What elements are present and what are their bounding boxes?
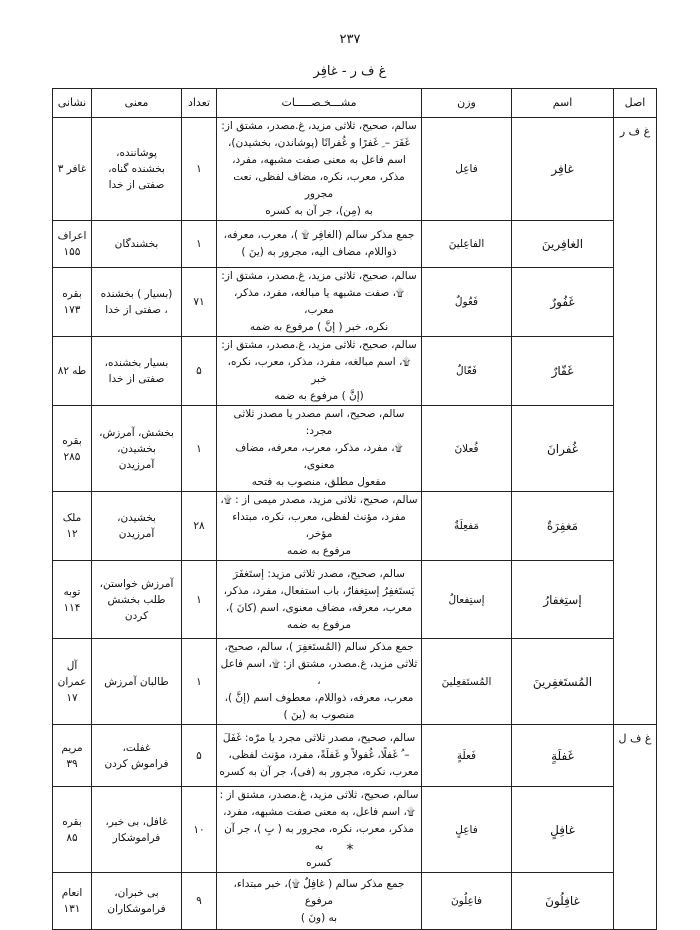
specs-line: مفعول مطلق، منصوب به فتحه <box>251 476 387 488</box>
wazn-cell: فاعِلُونَ <box>422 873 512 930</box>
meaning-cell <box>92 725 182 787</box>
specs-line: کسره <box>306 857 332 869</box>
ism-cell: المُستَغفِرینَ <box>512 639 614 725</box>
word-analysis-table <box>52 88 657 930</box>
meaning-line: آمرزش خواستن، <box>99 577 174 590</box>
wazn-cell: إستِفعالُ <box>422 561 512 639</box>
count-cell: ۱ <box>182 639 217 725</box>
ref-cell <box>53 873 92 930</box>
root-cell: غ ف ر <box>614 118 657 725</box>
specs-line: منصوب به (ینَ ) <box>283 709 355 721</box>
wazn-cell: فَعلَةٍ <box>422 725 512 787</box>
specs-cell <box>217 337 422 406</box>
specs-line: ۩، مفرد، مذکر، معرب، معرفه، مضاف معنوی، <box>235 442 403 471</box>
count-cell: ۱ <box>182 118 217 221</box>
meaning-line: بخشنده گناه، <box>108 163 165 175</box>
meaning-line: بخشندگان <box>114 238 159 250</box>
ref-line: ملک <box>62 512 82 524</box>
ref-cell <box>53 787 92 873</box>
meaning-line: بخشیدن، <box>117 512 156 524</box>
ref-line: بقره <box>62 288 82 300</box>
meaning-line: ، صفتی از خدا <box>105 304 168 316</box>
ref-cell <box>53 639 92 725</box>
ref-line: غافر ۳ <box>57 163 87 175</box>
specs-line: اسم فاعل به معنی صفت مشبهه، مفرد، <box>232 154 406 166</box>
ref-line: بقره <box>62 434 82 447</box>
meaning-cell <box>92 873 182 930</box>
specs-line: معرب، معرفه، ذواللام، معطوف اسم (إنَّ )، <box>224 692 414 704</box>
table-header-row <box>53 89 657 118</box>
header-wazn: وزن <box>422 89 512 118</box>
meaning-cell <box>92 337 182 406</box>
specs-line: جمع مذکر سالم (المُستَغفِرَ )، سالم، صحیح، <box>224 641 414 653</box>
header-meaning: معنی <box>92 89 182 118</box>
ref-cell <box>53 118 92 221</box>
specs-cell <box>217 639 422 725</box>
wazn-cell: فَعُولٌ <box>422 268 512 337</box>
specs-line: سالم، صحیح، ثلاثی مزید، مصدر میمی از : ۩، <box>220 494 418 506</box>
meaning-cell <box>92 787 182 873</box>
meaning-line: صفتی از خدا <box>108 179 165 191</box>
ref-line: اعراف <box>57 230 87 242</box>
specs-line: جمع مذکر سالم (الغافِر ۩ )، معرب، معرفه، <box>223 229 415 241</box>
table-row <box>53 406 657 492</box>
header-asl: اصل <box>614 89 657 118</box>
meaning-line: بخشش، آمرزش، <box>99 426 174 439</box>
meaning-line: صفتی از خدا <box>108 373 165 385</box>
specs-line: (إنَّ ) مرفوع به ضمه <box>274 390 364 402</box>
ref-line: ۲۸۵ <box>63 450 81 463</box>
meaning-line: بخشیدن، <box>117 442 156 455</box>
table-row <box>53 725 657 787</box>
specs-line: به (مِن)، جر آن به کسره <box>265 205 373 217</box>
ref-cell <box>53 561 92 639</box>
ref-line: ۱۷۳ <box>63 304 81 316</box>
specs-cell <box>217 725 422 787</box>
header-specs: مشـــخـصـــــات <box>217 89 422 118</box>
table-row <box>53 221 657 268</box>
specs-cell <box>217 406 422 492</box>
table-row <box>53 639 657 725</box>
ism-cell: غافِر <box>512 118 614 221</box>
specs-line: مذکر، معرب، نکره، مضاف لفظی، نعت مجرور <box>233 171 405 200</box>
meaning-line: فراموشکاران <box>107 903 166 915</box>
count-cell: ۱ <box>182 221 217 268</box>
ref-line: ۱۲ <box>66 528 78 540</box>
specs-line: به (ونَ ) <box>300 911 338 924</box>
meaning-line: طلب بخشش <box>107 593 166 606</box>
specs-line: ۩، اسم مبالغه، مفرد، مذکر، معرب، نکره، خبر <box>227 356 411 385</box>
table-row <box>53 337 657 406</box>
wazn-cell: المُستَفعِلینَ <box>422 639 512 725</box>
page-title: غ ف ر - غافِر <box>313 64 387 79</box>
meaning-cell <box>92 221 182 268</box>
meaning-line: بی خبران، <box>114 887 159 899</box>
specs-line: سالم، صحیح، ثلاثی مزید، غ.مصدر، مشتق از: <box>221 270 417 282</box>
specs-line: معرب، نکره، مجرور به (فی)، جر آن به کسره <box>219 766 419 778</box>
footer-mark: * <box>346 842 354 858</box>
meaning-line: فراموش کردن <box>104 757 169 770</box>
ism-cell: غافِلٍ <box>512 787 614 873</box>
meaning-line: (بسیار ) بخشنده <box>100 288 173 300</box>
ism-cell: غَفُورٌ <box>512 268 614 337</box>
specs-line: مفرد، مؤنث لفظی، معرب، نکره، مبتداء مؤخر، <box>232 511 406 540</box>
ref-line: ۳۹ <box>66 757 78 770</box>
meaning-line: بسیار بخشنده، <box>104 357 169 369</box>
specs-line: ثلاثی مزید، غ.مصدر، مشتق از: ۩، اسم فاعل ، <box>220 658 418 687</box>
ism-cell: غَفّارٌ <box>512 337 614 406</box>
table-row <box>53 787 657 873</box>
wazn-cell: فُعلانَ <box>422 406 512 492</box>
ism-cell: غُفرانَ <box>512 406 614 492</box>
header-count: تعداد <box>182 89 217 118</box>
specs-cell <box>217 268 422 337</box>
table-row <box>53 492 657 561</box>
specs-cell <box>217 221 422 268</box>
count-cell: ۱ <box>182 561 217 639</box>
ref-line: توبه <box>63 585 81 598</box>
ism-cell: الغافِرینَ <box>512 221 614 268</box>
ism-cell: غَفلَةٍ <box>512 725 614 787</box>
ref-line: ۱۳۱ <box>63 903 81 915</box>
specs-line: سالم، صحیح، مصدر ثلاثی مجرد یا مرّه: غَفَلَ <box>222 732 416 744</box>
specs-line: معرب، معرفه، مضاف معنوی، اسم (کانَ )، <box>225 601 413 614</box>
specs-cell <box>217 492 422 561</box>
table-row <box>53 561 657 639</box>
meaning-cell <box>92 561 182 639</box>
meaning-line: آمرزیدن <box>118 458 155 471</box>
specs-cell <box>217 561 422 639</box>
ref-cell <box>53 406 92 492</box>
ref-line: آل عمران <box>57 659 87 688</box>
count-cell: ۱ <box>182 406 217 492</box>
specs-line: مرفوع به ضمه <box>287 618 351 631</box>
meaning-line: غفلت، <box>122 741 151 754</box>
meaning-line: فراموشکار <box>112 831 161 844</box>
count-cell: ۱۰ <box>182 787 217 873</box>
wazn-cell: الفاعِلینَ <box>422 221 512 268</box>
ref-cell <box>53 725 92 787</box>
meaning-line: کردن <box>124 609 149 622</box>
ref-cell <box>53 221 92 268</box>
specs-line: ۩، اسم فاعل، به معنی صفت مشبهه، مفرد، <box>223 806 415 818</box>
ref-line: ۱۵۵ <box>63 246 81 258</box>
meaning-line: طالبان آمرزش <box>104 675 169 688</box>
header-ism: اسم <box>512 89 614 118</box>
specs-line: سالم، صحیح، ثلاثی مزید، غ.مصدر، مشتق از: <box>221 339 417 351</box>
specs-line: مذکر، معرب، نکره، مجرور به ( بِ )، جر آن به <box>224 823 414 852</box>
specs-line: سالم، صحیح، ثلاثی مزید، غ.مصدر، مشتق از : <box>219 789 419 801</box>
specs-line: ذواللام، مضاف الیه، مجرور به (ینَ ) <box>241 246 397 258</box>
ism-cell: مَغفِرَةٌ <box>512 492 614 561</box>
specs-cell <box>217 118 422 221</box>
wazn-cell: فاعِل <box>422 118 512 221</box>
wazn-cell: فاعِلٍ <box>422 787 512 873</box>
ref-line: طه ۸۲ <box>57 365 87 377</box>
meaning-cell <box>92 639 182 725</box>
meaning-line: پوشاننده، <box>116 147 157 159</box>
root-cell: غ ف ل <box>614 725 657 930</box>
specs-line: غَفَرَ – ِ غَفرًا و غُفرانًا (پوشاندن، بخشیدن)، <box>227 137 411 149</box>
specs-line: نکره، خبر ( إنَّ ) مرفوع به ضمه <box>249 321 389 333</box>
page-number: ۲۳۷ <box>339 32 361 47</box>
specs-cell <box>217 873 422 930</box>
meaning-line: آمرزیدن <box>118 528 155 540</box>
ref-line: ۱۱۴ <box>63 601 81 614</box>
ref-cell <box>53 337 92 406</box>
meaning-cell <box>92 406 182 492</box>
ref-line: بقره <box>62 815 82 828</box>
ref-line: انعام <box>61 887 83 899</box>
meaning-cell <box>92 492 182 561</box>
count-cell: ۷۱ <box>182 268 217 337</box>
count-cell: ۵ <box>182 725 217 787</box>
table-row <box>53 268 657 337</box>
wazn-cell: مَفعِلَةٌ <box>422 492 512 561</box>
specs-line: ۩، صفت مشبهه یا مبالغه، مفرد، مذکر، معرب، <box>233 287 405 316</box>
ref-line: مریم <box>61 741 83 754</box>
ref-line: ۸۵ <box>66 831 78 844</box>
count-cell: ۵ <box>182 337 217 406</box>
meaning-line: غافل، بی خبر، <box>105 815 168 828</box>
specs-line: مرفوع به ضمه <box>287 545 351 557</box>
count-cell: ۲۸ <box>182 492 217 561</box>
table-row <box>53 873 657 930</box>
ism-cell: غافِلُونَ <box>512 873 614 930</box>
specs-line: جمع مذکر سالم ( غافِلٌ ۩)، خبر مبتداء، مرفوع <box>233 877 405 907</box>
specs-line: سالم، صحیح، اسم مصدر یا مصدر ثلاثی مجرد: <box>233 408 405 437</box>
ref-line: ۱۷ <box>66 691 78 704</box>
specs-line: سالم، صحیح، مصدر ثلاثی مزید: إستَغفَرَ <box>233 567 405 580</box>
ref-cell <box>53 492 92 561</box>
specs-line: سالم، صحیح، ثلاثی مزید، غ.مصدر، مشتق از: <box>221 120 417 132</box>
table-row <box>53 118 657 221</box>
meaning-cell <box>92 118 182 221</box>
meaning-cell <box>92 268 182 337</box>
wazn-cell: فَعّالٌ <box>422 337 512 406</box>
specs-line: – ُ غَفلًا، غُفولاً و غَفلَةً، مفرد، مؤنث لفظی، <box>228 749 410 761</box>
specs-line: یَستَغفِرُ إستِغفارٌ، باب استفعال، مفرد، مذکر، <box>223 584 415 597</box>
header-ref: نشانی <box>53 89 92 118</box>
ism-cell: إستِغفارُ <box>512 561 614 639</box>
specs-cell <box>217 787 422 873</box>
ref-cell <box>53 268 92 337</box>
count-cell: ۹ <box>182 873 217 930</box>
